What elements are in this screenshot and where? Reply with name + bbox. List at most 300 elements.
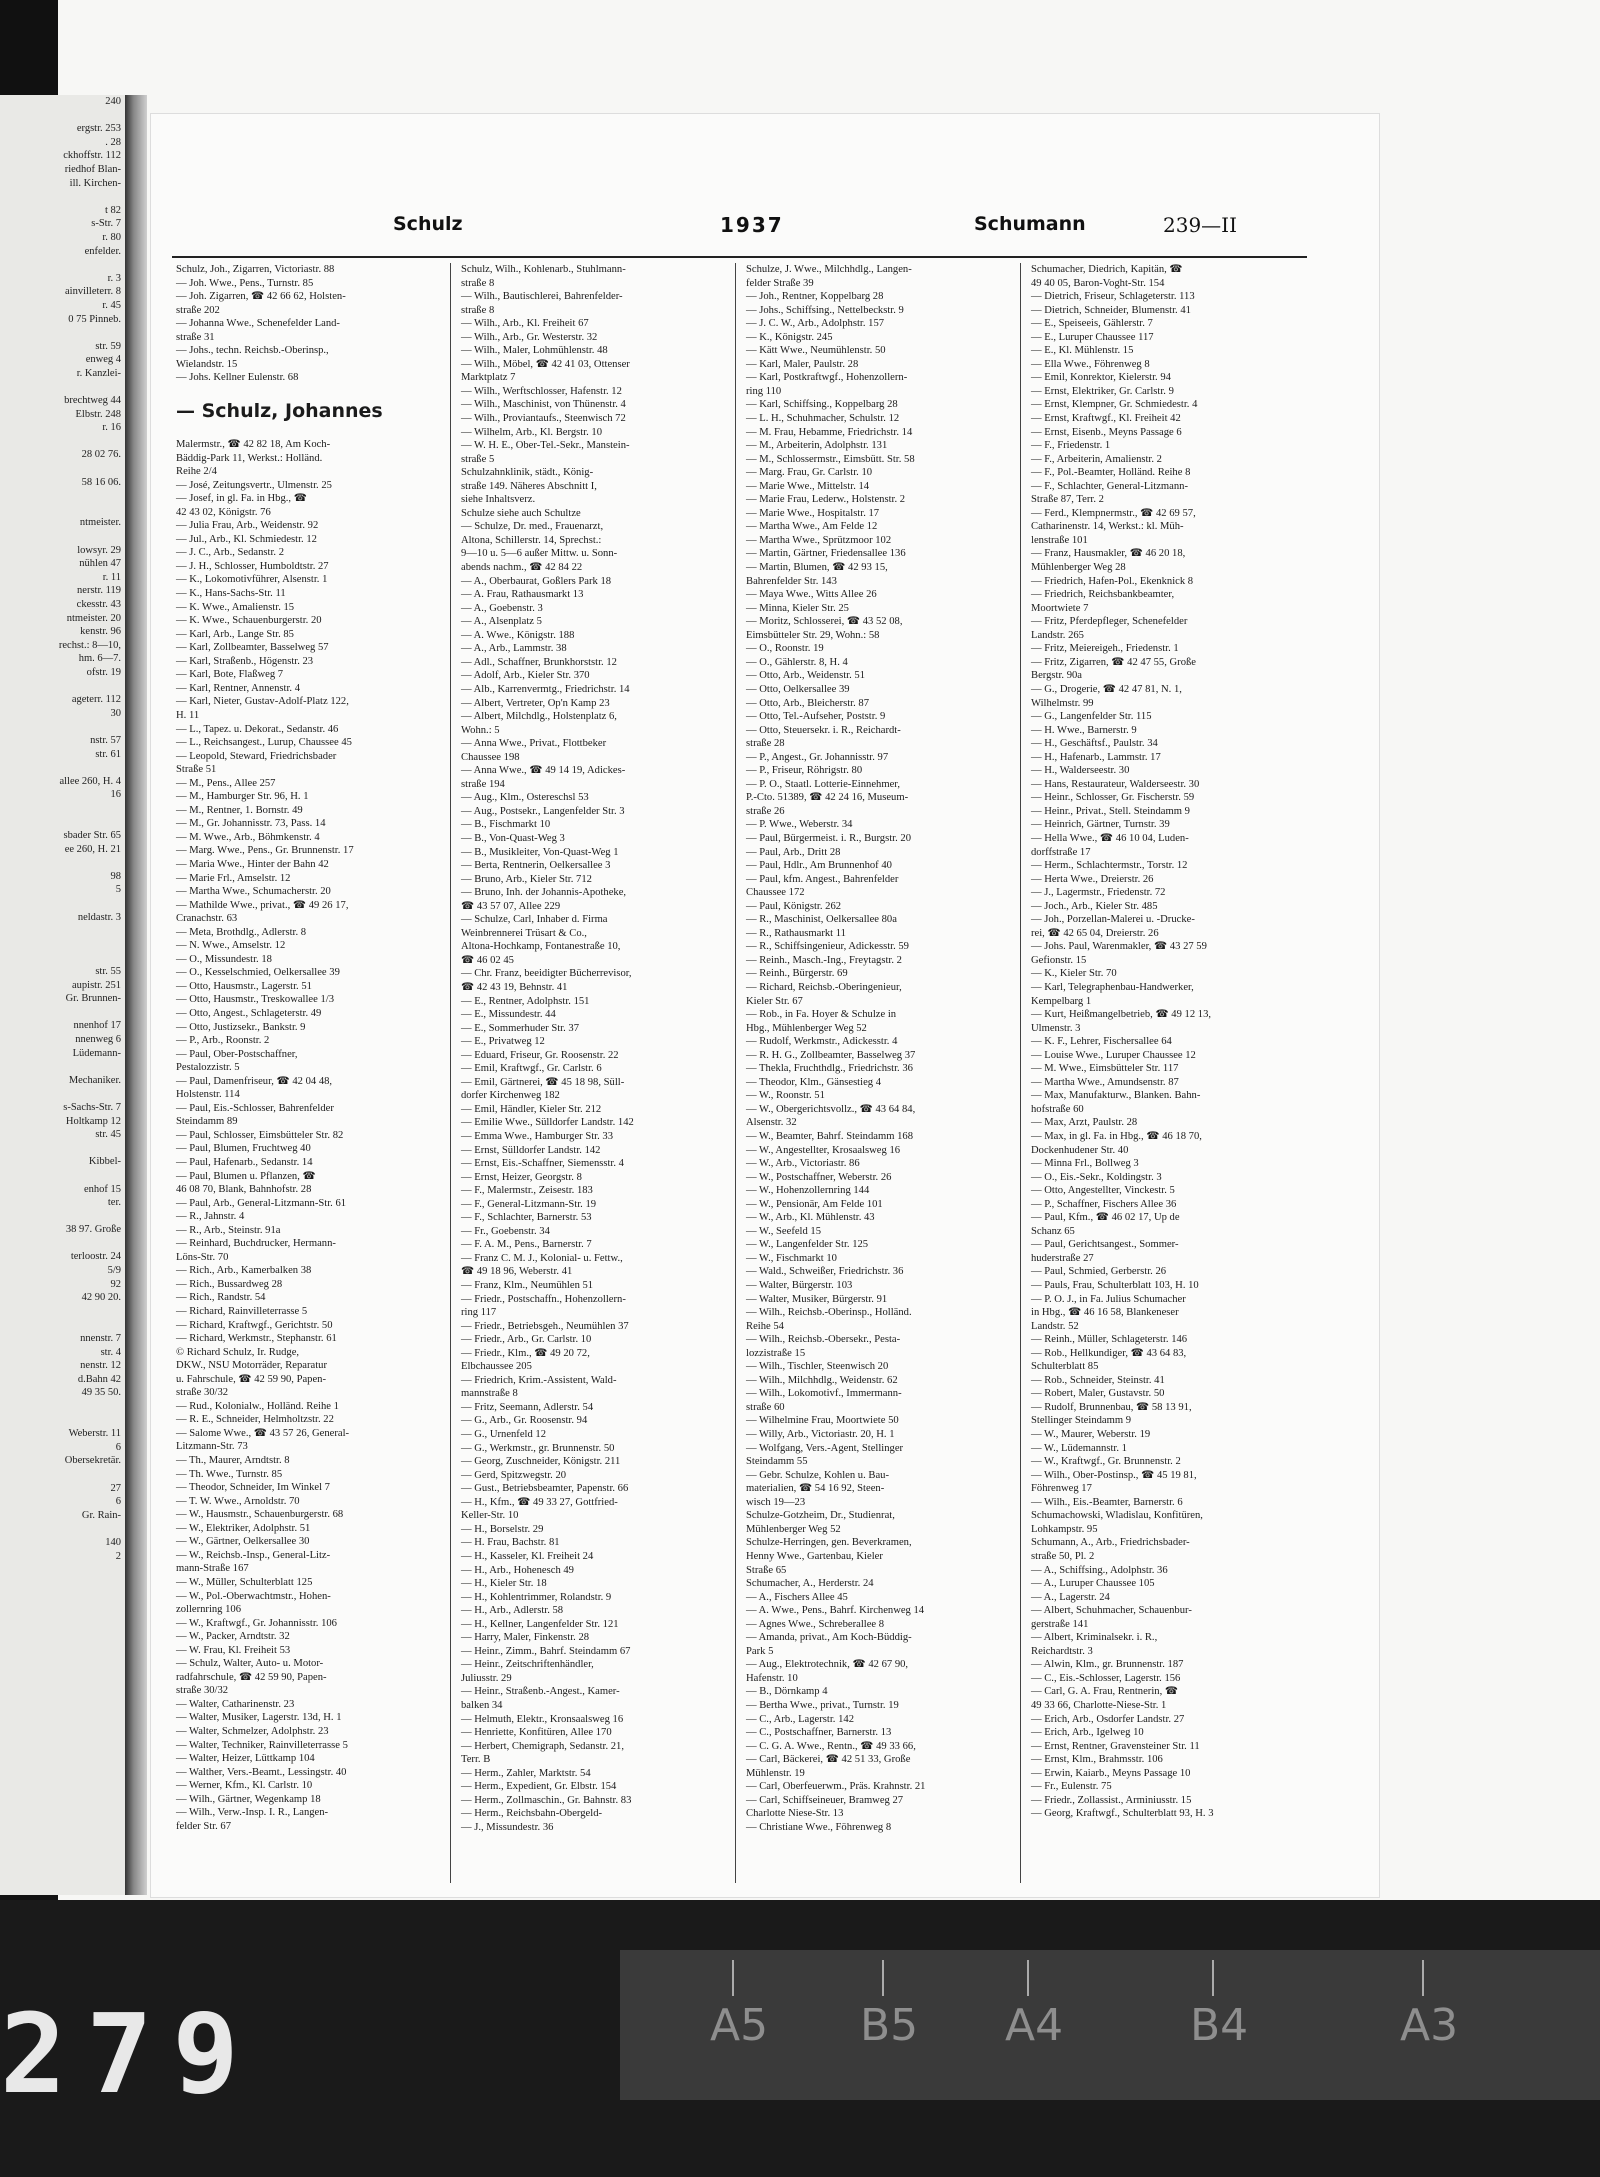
directory-entry: — Alb., Karrenvermtg., Friedrichstr. 14: [461, 683, 630, 695]
directory-entry: — Richard, Kraftwgf., Gerichtstr. 50: [176, 1319, 333, 1331]
left-page-line: nühlen 47: [79, 558, 121, 570]
left-page-line: ill. Kirchen-: [69, 177, 121, 189]
directory-entry: Weinbrennerei Trüsart & Co.,: [461, 927, 587, 939]
left-page-line: [0, 897, 125, 911]
frame-number: 279: [0, 1990, 259, 2118]
directory-entry: — Agnes Wwe., Schreberallee 8: [746, 1618, 885, 1630]
directory-entry: — W., Angestellter, Krosaalsweg 16: [746, 1144, 901, 1156]
directory-entry: — Maya Wwe., Witts Allee 26: [746, 589, 877, 601]
directory-entry: Kempelbarg 1: [1031, 995, 1092, 1007]
left-page-line: 58 16 06.: [81, 476, 121, 488]
directory-entry: — Carl, G. A. Frau, Rentnerin, ☎: [1031, 1686, 1179, 1698]
directory-entry: — Richard, Reichsb.-Oberingenieur,: [746, 981, 902, 993]
left-page-line: [0, 190, 125, 204]
directory-entry: — Rudolf, Brunnenbau, ☎ 58 13 91,: [1031, 1401, 1192, 1413]
directory-entry: ☎ 49 18 96, Weberstr. 41: [461, 1266, 573, 1278]
directory-entry: — Emma Wwe., Hamburger Str. 33: [461, 1131, 614, 1142]
directory-entry: — Paul, Gerichtsangest., Sommer-: [1031, 1239, 1179, 1251]
left-page-line: allee 260, H. 4: [59, 775, 121, 787]
directory-entry: — A., Oberbaurat, Goßlers Park 18: [461, 575, 612, 587]
directory-entry: — Otto, Arb., Weidenstr. 51: [746, 670, 866, 682]
directory-entry: — B., Musikleiter, Von-Quast-Weg 1: [461, 846, 619, 858]
directory-entry: — Paul, Schmied, Gerberstr. 26: [1031, 1266, 1167, 1278]
header-rule: [172, 256, 1307, 258]
directory-entry: — Meta, Brothdlg., Adlerstr. 8: [176, 926, 307, 938]
directory-entry: — Theodor, Schneider, Im Winkel 7: [176, 1482, 330, 1494]
directory-entry: — Ernst, Elektriker, Gr. Carlstr. 9: [1031, 385, 1174, 397]
directory-entry: — Otto, Hausmstr., Lagerstr. 51: [176, 980, 312, 992]
left-page-line: 140: [105, 1536, 121, 1548]
directory-entry: — Walter, Musiker, Bürgerstr. 91: [746, 1293, 888, 1305]
left-page-line: s-Str. 7: [91, 218, 121, 230]
directory-entry: — Erich, Arb., Osdorfer Landstr. 27: [1031, 1713, 1185, 1725]
directory-entry: — Marg. Wwe., Pens., Gr. Brunnenstr. 17: [176, 845, 354, 857]
left-page-line: Holtkamp 12: [65, 1115, 121, 1127]
directory-entry: — Adl., Schaffner, Brunkhorststr. 12: [461, 656, 617, 668]
directory-entry: — Paul, Arb., General-Litzmann-Str. 61: [176, 1197, 347, 1209]
left-page-line: [0, 856, 125, 870]
directory-entry: straße 26: [746, 805, 785, 817]
directory-entry: — Ernst, Kraftwgf., Kl. Freiheit 42: [1031, 413, 1181, 425]
directory-entry: — F., General-Litzmann-Str. 19: [461, 1198, 597, 1210]
left-page-line: [0, 1468, 125, 1482]
directory-entry: ring 110: [746, 385, 782, 397]
directory-entry: — Joch., Arb., Kieler Str. 485: [1031, 900, 1158, 912]
directory-entry: — H., Arb., Adlerstr. 58: [461, 1605, 564, 1617]
directory-entry: — Moritz, Schlosserei, ☎ 43 52 08,: [746, 616, 903, 628]
header-left-name: Schulz: [393, 213, 463, 235]
directory-entry: — Otto, Arb., Bleicherstr. 87: [746, 697, 869, 709]
directory-entry: — Max, Manufakturw., Blanken. Bahn-: [1031, 1090, 1201, 1102]
directory-entry: Schulze siehe auch Schultze: [461, 507, 581, 519]
left-page-line: [0, 109, 125, 123]
directory-entry: ☎ 46 02 45: [461, 954, 514, 966]
directory-entry: — Herm., Reichsbahn-Obergeld-: [461, 1808, 603, 1820]
left-page-line: Weberstr. 11: [68, 1428, 121, 1440]
directory-entry: — W., Müller, Schulterblatt 125: [176, 1576, 313, 1588]
left-page-fragment: [0, 95, 129, 1895]
directory-entry: — Joh., Rentner, Koppelbarg 28: [746, 291, 884, 303]
directory-entry: — H., Walderseestr. 30: [1031, 765, 1130, 777]
directory-entry: — Rob., Hellkundiger, ☎ 43 64 83,: [1031, 1347, 1187, 1359]
directory-entry: — E., Rentner, Adolphstr. 151: [461, 995, 590, 1007]
directory-entry: — Schulz, Johannes: [176, 400, 383, 423]
directory-entry: — Rich., Arb., Kamerbalken 38: [176, 1265, 312, 1277]
directory-entry: — G., Langenfelder Str. 115: [1031, 711, 1152, 723]
directory-entry: — Walther, Vers.-Beamt., Lessingstr. 40: [176, 1766, 347, 1778]
left-page-line: nenstr. 12: [80, 1360, 121, 1372]
directory-entry: — Joh., Porzellan-Malerei u. -Drucke-: [1031, 914, 1195, 926]
directory-entry: — Albert, Schuhmacher, Schauenbur-: [1031, 1605, 1192, 1617]
directory-entry: — Paul, kfm. Angest., Bahrenfelder: [746, 873, 899, 885]
directory-entry: — M., Schlossermstr., Eimsbütt. Str. 58: [746, 453, 915, 465]
directory-entry: — Theodor, Klm., Gänsestieg 4: [746, 1076, 882, 1088]
left-page-line: 6: [115, 1496, 121, 1508]
directory-entry: straße 31: [176, 331, 215, 343]
directory-entry: Pestalozzistr. 5: [176, 1062, 240, 1074]
directory-entry: — Walter, Techniker, Rainvilleterrasse 5: [176, 1739, 348, 1751]
directory-entry: — Wilh., Werftschlosser, Hafenstr. 12: [461, 385, 622, 397]
directory-entry: — Maria Wwe., Hinter der Bahn 42: [176, 858, 329, 870]
size-scale-mark: B5: [860, 2000, 919, 2051]
directory-entry: — F., Schlachter, Barnerstr. 53: [461, 1212, 592, 1224]
directory-entry: — Hans, Restaurateur, Walderseestr. 30: [1031, 778, 1200, 790]
directory-entry: — O., Kesselschmied, Oelkersallee 39: [176, 967, 340, 979]
directory-entry: hofstraße 60: [1031, 1103, 1084, 1115]
directory-entry: Schumann, A., Arb., Friedrichsbader-: [1031, 1537, 1190, 1549]
directory-entry: — Aug., Postsekr., Langenfelder Str. 3: [461, 805, 625, 817]
directory-entry: — Max, Arzt, Paulstr. 28: [1031, 1117, 1138, 1129]
directory-entry: — H., Kohlentrimmer, Rolandstr. 9: [461, 1591, 612, 1603]
left-page-line: r. 11: [102, 571, 121, 583]
directory-entry: — Rob., Schneider, Steinstr. 41: [1031, 1374, 1165, 1386]
directory-entry: — Gerd, Spitzwegstr. 20: [461, 1469, 567, 1481]
directory-entry: — Franz C. M. J., Kolonial- u. Fettw.,: [461, 1252, 623, 1264]
directory-entry: — L., Reichsangest., Lurup, Chaussee 45: [176, 737, 352, 749]
directory-entry: straße 8: [461, 304, 495, 316]
directory-entry: Chaussee 172: [746, 887, 805, 899]
directory-entry: — Ernst, Sülldorfer Landstr. 142: [461, 1144, 601, 1156]
directory-entry: — Karl, Schiffsing., Koppelbarg 28: [746, 399, 898, 411]
directory-entry: Altona, Schillerstr. 14, Sprechst.:: [461, 534, 602, 546]
left-page-line: 27: [110, 1482, 121, 1494]
directory-entry: — Th. Wwe., Turnstr. 85: [176, 1468, 283, 1480]
directory-entry: Bahrenfelder Str. 143: [746, 575, 837, 587]
directory-entry: © Richard Schulz, Ir. Rudge,: [176, 1346, 300, 1358]
directory-entry: — Albert, Kriminalsekr. i. R.,: [1031, 1632, 1158, 1644]
directory-entry: dorfer Kirchenweg 182: [461, 1090, 560, 1102]
directory-entry: — W., Maurer, Weberstr. 19: [1031, 1429, 1151, 1441]
directory-entry: Henny Wwe., Gartenbau, Kieler: [746, 1550, 883, 1562]
directory-entry: — L. H., Schuhmacher, Schulstr. 12: [746, 413, 900, 425]
directory-entry: — H., Arb., Hohenesch 49: [461, 1564, 574, 1576]
directory-entry: 49 33 66, Charlotte-Niese-Str. 1: [1031, 1699, 1167, 1711]
directory-entry: — Heinr., Schlosser, Gr. Fischerstr. 59: [1031, 792, 1195, 804]
directory-entry: — O., Roonstr. 19: [746, 643, 824, 655]
left-page-line: [0, 1087, 125, 1101]
directory-entry: Straße 65: [746, 1564, 787, 1576]
directory-entry: mann-Straße 167: [176, 1563, 249, 1575]
directory-entry: — Wald., Schweißer, Friedrichstr. 36: [746, 1266, 904, 1278]
directory-entry: — H. Frau, Bachstr. 81: [461, 1537, 560, 1549]
directory-entry: — Erwin, Kaiarb., Meyns Passage 10: [1031, 1767, 1191, 1779]
directory-entry: 46 08 70, Blank, Bahnhofstr. 28: [176, 1184, 312, 1196]
directory-entry: — W., Postschaffner, Weberstr. 26: [746, 1171, 892, 1183]
left-page-line: r. 45: [102, 299, 121, 311]
directory-entry: — A., Schiffsing., Adolphstr. 36: [1031, 1564, 1168, 1576]
left-page-line: ee 260, H. 21: [64, 843, 121, 855]
directory-entry: straße 50, Pl. 2: [1031, 1550, 1095, 1562]
directory-entry: Bergstr. 90a: [1031, 670, 1083, 682]
directory-entry: Landstr. 265: [1031, 629, 1084, 641]
directory-entry: — E., Kl. Mühlenstr. 15: [1031, 345, 1134, 357]
left-page-line: ntmeister.: [79, 517, 121, 529]
directory-entry: straße 5: [461, 453, 495, 465]
directory-entry: — K., Lokomotivführer, Alsenstr. 1: [176, 574, 328, 586]
directory-entry: Cranachstr. 63: [176, 913, 238, 925]
directory-entry: — R., Schiffsingenieur, Adickesstr. 59: [746, 941, 909, 953]
directory-entry: straße 28: [746, 738, 785, 750]
directory-entry: — Walter, Schmelzer, Adolphstr. 23: [176, 1725, 329, 1737]
directory-entry: dorffstraße 17: [1031, 846, 1091, 858]
directory-entry: — E., Speiseeis, Gählerstr. 7: [1031, 318, 1153, 330]
directory-entry: Hafenstr. 10: [746, 1672, 798, 1684]
directory-entry: — Aug., Elektrotechnik, ☎ 42 67 90,: [746, 1659, 909, 1671]
directory-entry: — Herm., Schlachtermstr., Torstr. 12: [1031, 860, 1188, 872]
directory-entry: — Wilh., Bautischlerei, Bahrenfelder-: [461, 291, 623, 303]
directory-entry: — H. Wwe., Barnerstr. 9: [1031, 724, 1137, 736]
directory-entry: — Karl, Bote, Flaßweg 7: [176, 669, 284, 681]
directory-entry: — L., Tapez. u. Dekorat., Sedanstr. 46: [176, 723, 339, 735]
directory-entry: Wohn.: 5: [461, 724, 500, 736]
left-page-line: enfelder.: [84, 245, 121, 257]
directory-entry: — Karl, Telegraphenbau-Handwerker,: [1031, 981, 1194, 993]
left-page-line: [0, 1237, 125, 1251]
directory-entry: — Marie Wwe., Hospitalstr. 17: [746, 507, 880, 519]
directory-entry: — J., Lagermstr., Friedenstr. 72: [1031, 887, 1166, 899]
directory-entry: — Fritz, Pferdepfleger, Schenefelder: [1031, 616, 1188, 628]
left-page-line: [0, 1142, 125, 1156]
directory-entry: Elbchaussee 205: [461, 1361, 532, 1373]
directory-entry: — J. H., Schlosser, Humboldtstr. 27: [176, 560, 329, 572]
directory-entry: DKW., NSU Motorräder, Reparatur: [176, 1360, 327, 1372]
page-number: 239—II: [1163, 213, 1237, 237]
directory-entry: — Johs., techn. Reichsb.-Oberinsp.,: [176, 345, 329, 357]
directory-entry: — Georg, Zuschneider, Königstr. 211: [461, 1456, 621, 1468]
left-page-line: Lüdemann-: [72, 1047, 121, 1059]
directory-entry: — H., Kieler Str. 18: [461, 1578, 547, 1590]
directory-entry: — Mathilde Wwe., privat., ☎ 49 26 17,: [176, 899, 349, 911]
directory-entry: — H., Geschäftsf., Paulstr. 34: [1031, 738, 1158, 750]
directory-entry: — Hella Wwe., ☎ 46 10 04, Luden-: [1031, 832, 1189, 844]
directory-entry: — A., Fischers Allee 45: [746, 1591, 848, 1603]
directory-entry: — Gebr. Schulze, Kohlen u. Bau-: [746, 1469, 889, 1481]
directory-entry: — Karl, Arb., Lange Str. 85: [176, 628, 294, 640]
directory-entry: Wielandstr. 15: [176, 358, 238, 370]
directory-entry: — Herbert, Chemigraph, Sedanstr. 21,: [461, 1740, 624, 1752]
directory-entry: — Martha Wwe., Schumacherstr. 20: [176, 886, 331, 898]
directory-entry: — Anna Wwe., Privat., Flottbeker: [461, 738, 607, 750]
directory-entry: ☎ 42 43 19, Behnstr. 41: [461, 981, 568, 993]
directory-entry: — Alwin, Klm., gr. Brunnenstr. 187: [1031, 1659, 1184, 1671]
directory-entry: Löns-Str. 70: [176, 1251, 229, 1263]
directory-entry: — Paul, Königstr. 262: [746, 900, 842, 912]
left-page-line: [0, 1006, 125, 1020]
directory-entry: — C., Postschaffner, Barnerstr. 13: [746, 1727, 892, 1739]
directory-entry: — Walter, Bürgerstr. 103: [746, 1280, 853, 1292]
directory-entry: — Schulz, Walter, Auto- u. Motor-: [176, 1658, 324, 1670]
directory-entry: — Friedr., Zollassist., Arminiusstr. 15: [1031, 1794, 1192, 1806]
directory-entry: — W., Reichsb.-Insp., General-Litz-: [176, 1549, 331, 1561]
left-page-line: str. 55: [95, 966, 121, 977]
directory-entry: — Paul, Blumen, Fruchtweg 40: [176, 1143, 311, 1155]
directory-entry: — Paul, Hdlr., Am Brunnenhof 40: [746, 860, 892, 872]
directory-entry: — Ernst, Klempner, Gr. Schmiedestr. 4: [1031, 399, 1198, 411]
left-page-line: ofstr. 19: [86, 666, 121, 678]
directory-entry: — W., Seefeld 15: [746, 1225, 822, 1237]
left-page-line: [0, 435, 125, 449]
directory-entry: — A., Luruper Chaussee 105: [1031, 1578, 1155, 1590]
directory-entry: 9—10 u. 5—6 außer Mittw. u. Sonn-: [461, 548, 618, 560]
directory-entry: — Robert, Maler, Gustavstr. 50: [1031, 1388, 1165, 1400]
column-3: [742, 263, 1021, 1883]
directory-entry: Charlotte Niese-Str. 13: [746, 1808, 844, 1820]
directory-entry: — E., Luruper Chaussee 117: [1031, 331, 1154, 343]
directory-entry: Schulz, Joh., Zigarren, Victoriastr. 88: [176, 264, 335, 275]
directory-entry: — Bruno, Arb., Kieler Str. 712: [461, 873, 592, 885]
directory-entry: — Rud., Kolonialw., Holländ. Reihe 1: [176, 1400, 339, 1412]
directory-entry: lozzistraße 15: [746, 1347, 806, 1359]
directory-entry: H. 11: [176, 709, 200, 721]
left-page-line: 240: [105, 96, 121, 107]
directory-entry: — Wilhelmine Frau, Moortwiete 50: [746, 1415, 899, 1427]
directory-entry: — J., Missundestr. 36: [461, 1821, 554, 1833]
directory-entry: — Wilh., Arb., Kl. Freiheit 67: [461, 318, 589, 330]
directory-entry: — Carl, Oberfeuerwm., Präs. Krahnstr. 21: [746, 1781, 926, 1793]
directory-entry: — Heinr., Zeitschriftenhändler,: [461, 1659, 594, 1671]
left-page-line: [0, 815, 125, 829]
directory-entry: — Thekla, Fruchthdlg., Friedrichstr. 36: [746, 1063, 913, 1075]
directory-entry: — Otto, Hausmstr., Treskowallee 1/3: [176, 994, 335, 1006]
directory-entry: — Heinr., Privat., Stell. Steindamm 9: [1031, 805, 1190, 817]
directory-entry: — Marie Frl., Amselstr. 12: [176, 872, 291, 884]
directory-entry: — Dietrich, Friseur, Schlageterstr. 113: [1031, 291, 1195, 303]
directory-entry: — Marie Wwe., Mittelstr. 14: [746, 480, 870, 492]
directory-entry: — Marie Frau, Lederw., Holstenstr. 2: [746, 494, 906, 506]
directory-entry: Moortwiete 7: [1031, 602, 1089, 614]
directory-entry: — P., Schaffner, Fischers Allee 36: [1031, 1198, 1177, 1210]
left-page-line: rechst.: 8—10,: [58, 639, 121, 651]
directory-entry: — Kurt, Heißmangelbetrieb, ☎ 49 12 13,: [1031, 1009, 1212, 1021]
directory-entry: — P., Arb., Roonstr. 2: [176, 1035, 270, 1047]
left-page-line: 16: [110, 789, 121, 801]
left-page-line: [0, 1400, 125, 1414]
directory-entry: gerstraße 141: [1031, 1618, 1089, 1630]
directory-entry: — E., Privatweg 12: [461, 1036, 545, 1048]
directory-entry: — Aug., Klm., Ostereschsl 53: [461, 792, 589, 804]
directory-entry: — W., Kraftwgf., Gr. Brunnenstr. 2: [1031, 1456, 1181, 1468]
directory-entry: — Walter, Heizer, Lüttkamp 104: [176, 1753, 315, 1765]
directory-entry: — Amanda, privat., Am Koch-Büddig-: [746, 1632, 912, 1644]
directory-entry: ☎ 43 57 07, Allee 229: [461, 900, 561, 912]
directory-entry: — Ernst, Klm., Brahmsstr. 106: [1031, 1754, 1163, 1766]
directory-entry: — Kätt Wwe., Neumühlenstr. 50: [746, 345, 886, 357]
directory-entry: — W., Roonstr. 51: [746, 1090, 825, 1102]
directory-entry: — Johanna Wwe., Schenefelder Land-: [176, 318, 340, 330]
directory-entry: — E., Missundestr. 44: [461, 1009, 556, 1021]
directory-entry: — Wilh., Maschinist, von Thünenstr. 4: [461, 399, 626, 411]
directory-entry: — F., Friedenstr. 1: [1031, 440, 1111, 452]
directory-entry: zollernring 106: [176, 1604, 242, 1616]
directory-entry: Schulz, Wilh., Kohlenarb., Stuhlmann-: [461, 264, 626, 275]
column-1: [172, 263, 451, 1883]
directory-entry: siehe Inhaltsverz.: [461, 494, 536, 506]
directory-entry: — E., Sommerhuder Str. 37: [461, 1022, 579, 1034]
directory-entry: — Georg, Kraftwgf., Schulterblatt 93, H. 3: [1031, 1808, 1214, 1820]
directory-entry: — H., Kasseler, Kl. Freiheit 24: [461, 1550, 594, 1562]
directory-entry: radfahrschule, ☎ 42 59 90, Papen-: [176, 1671, 327, 1683]
left-page-line: [0, 924, 125, 938]
directory-entry: Schulzahnklinik, städt., König-: [461, 467, 594, 479]
directory-entry: — R. E., Schneider, Helmholtzstr. 22: [176, 1414, 334, 1426]
directory-entry: huderstraße 27: [1031, 1252, 1094, 1264]
left-page-line: Elbstr. 248: [75, 408, 121, 420]
directory-entry: — F. A. M., Pens., Barnerstr. 7: [461, 1239, 592, 1251]
directory-entry: — Martin, Gärtner, Friedensallee 136: [746, 548, 906, 560]
directory-entry: — B., Von-Quast-Weg 3: [461, 832, 565, 844]
directory-entry: — Paul, Ober-Postschaffner,: [176, 1048, 298, 1060]
directory-entry: u. Fahrschule, ☎ 42 59 90, Papen-: [176, 1373, 327, 1385]
left-page-line: 42 90 20.: [81, 1292, 121, 1304]
directory-entry: — Paul, Damenfriseur, ☎ 42 04 48,: [176, 1075, 333, 1087]
directory-entry: — Ella Wwe., Föhrenweg 8: [1031, 358, 1150, 370]
directory-entry: — P., Angest., Gr. Johannisstr. 97: [746, 751, 889, 763]
directory-entry: abends nachm., ☎ 42 84 22: [461, 562, 583, 574]
left-page-line: 98: [110, 870, 121, 882]
directory-entry: — Julia Frau, Arb., Weidenstr. 92: [176, 520, 319, 532]
directory-entry: — Wilh., Tischler, Steenwisch 20: [746, 1361, 889, 1373]
directory-entry: — Wilh., Lokomotivf., Immermann-: [746, 1388, 902, 1400]
directory-entry: — Franz, Klm., Neumühlen 51: [461, 1280, 594, 1292]
directory-entry: Schulterblatt 85: [1031, 1361, 1099, 1373]
directory-entry: — Heinr., Zimm., Bahrf. Steindamm 67: [461, 1645, 631, 1657]
directory-entry: — Berta, Rentnerin, Oelkersallee 3: [461, 860, 611, 872]
directory-entry: — Wilhelm, Arb., Kl. Bergstr. 10: [461, 426, 603, 438]
directory-entry: Holstenstr. 114: [176, 1089, 240, 1101]
directory-entry: straße 194: [461, 778, 505, 790]
directory-entry: ring 117: [461, 1307, 497, 1319]
directory-entry: — Harry, Maler, Finkenstr. 28: [461, 1632, 590, 1644]
left-page-line: 6: [115, 1441, 121, 1453]
directory-entry: Reichardtstr. 3: [1031, 1645, 1093, 1657]
book-gutter: [125, 95, 147, 1895]
directory-entry: — Wilh., Milchhdlg., Weidenstr. 62: [746, 1374, 898, 1386]
left-page-line: [0, 680, 125, 694]
left-page-line: [0, 1414, 125, 1428]
left-page-line: [0, 258, 125, 272]
left-page-line: 5: [115, 884, 121, 896]
directory-entry: straße 149. Näheres Abschnitt I,: [461, 480, 597, 492]
directory-entry: — Wilh., Verw.-Insp. I. R., Langen-: [176, 1807, 329, 1819]
directory-entry: — Reinh., Müller, Schlageterstr. 146: [1031, 1334, 1188, 1346]
directory-entry: — Martha Wwe., Am Felde 12: [746, 521, 878, 533]
directory-entry: Landstr. 52: [1031, 1320, 1079, 1332]
directory-entry: Föhrenweg 17: [1031, 1483, 1092, 1495]
directory-entry: — P. Wwe., Weberstr. 34: [746, 819, 853, 831]
directory-entry: — W., Hohenzollernring 144: [746, 1185, 870, 1197]
directory-entry: — Paul, Arb., Dritt 28: [746, 846, 841, 858]
directory-entry: Lohkampstr. 95: [1031, 1523, 1098, 1535]
directory-entry: — W., Obergerichtsvollz., ☎ 43 64 84,: [746, 1103, 916, 1115]
directory-entry: — W. Frau, Kl. Freiheit 53: [176, 1644, 291, 1656]
directory-entry: — C. G. A. Wwe., Rentn., ☎ 49 33 66,: [746, 1740, 916, 1752]
directory-entry: — Martha Wwe., Sprützmoor 102: [746, 534, 892, 546]
left-page-line: s-Sachs-Str. 7: [63, 1101, 121, 1113]
directory-entry: — Minna Frl., Bollweg 3: [1031, 1158, 1139, 1170]
directory-entry: — Franz, Hausmakler, ☎ 46 20 18,: [1031, 548, 1186, 560]
left-page-line: 38 97. Große: [65, 1224, 121, 1236]
left-page-line: [0, 951, 125, 965]
directory-entry: — O., Gählerstr. 8, H. 4: [746, 656, 848, 668]
directory-entry: — Emil, Konrektor, Kielerstr. 94: [1031, 372, 1171, 384]
directory-entry: — Wilh., Arb., Gr. Westerstr. 32: [461, 331, 598, 343]
directory-entry: — H., Borselstr. 29: [461, 1523, 544, 1535]
directory-entry: Ulmenstr. 3: [1031, 1022, 1081, 1034]
left-page-line: [0, 720, 125, 734]
left-page-line: ainvilleterr. 8: [65, 286, 121, 298]
directory-entry: — Albert, Vertreter, Op'n Kamp 23: [461, 697, 610, 709]
left-page-line: d.Bahn 42: [77, 1373, 121, 1385]
